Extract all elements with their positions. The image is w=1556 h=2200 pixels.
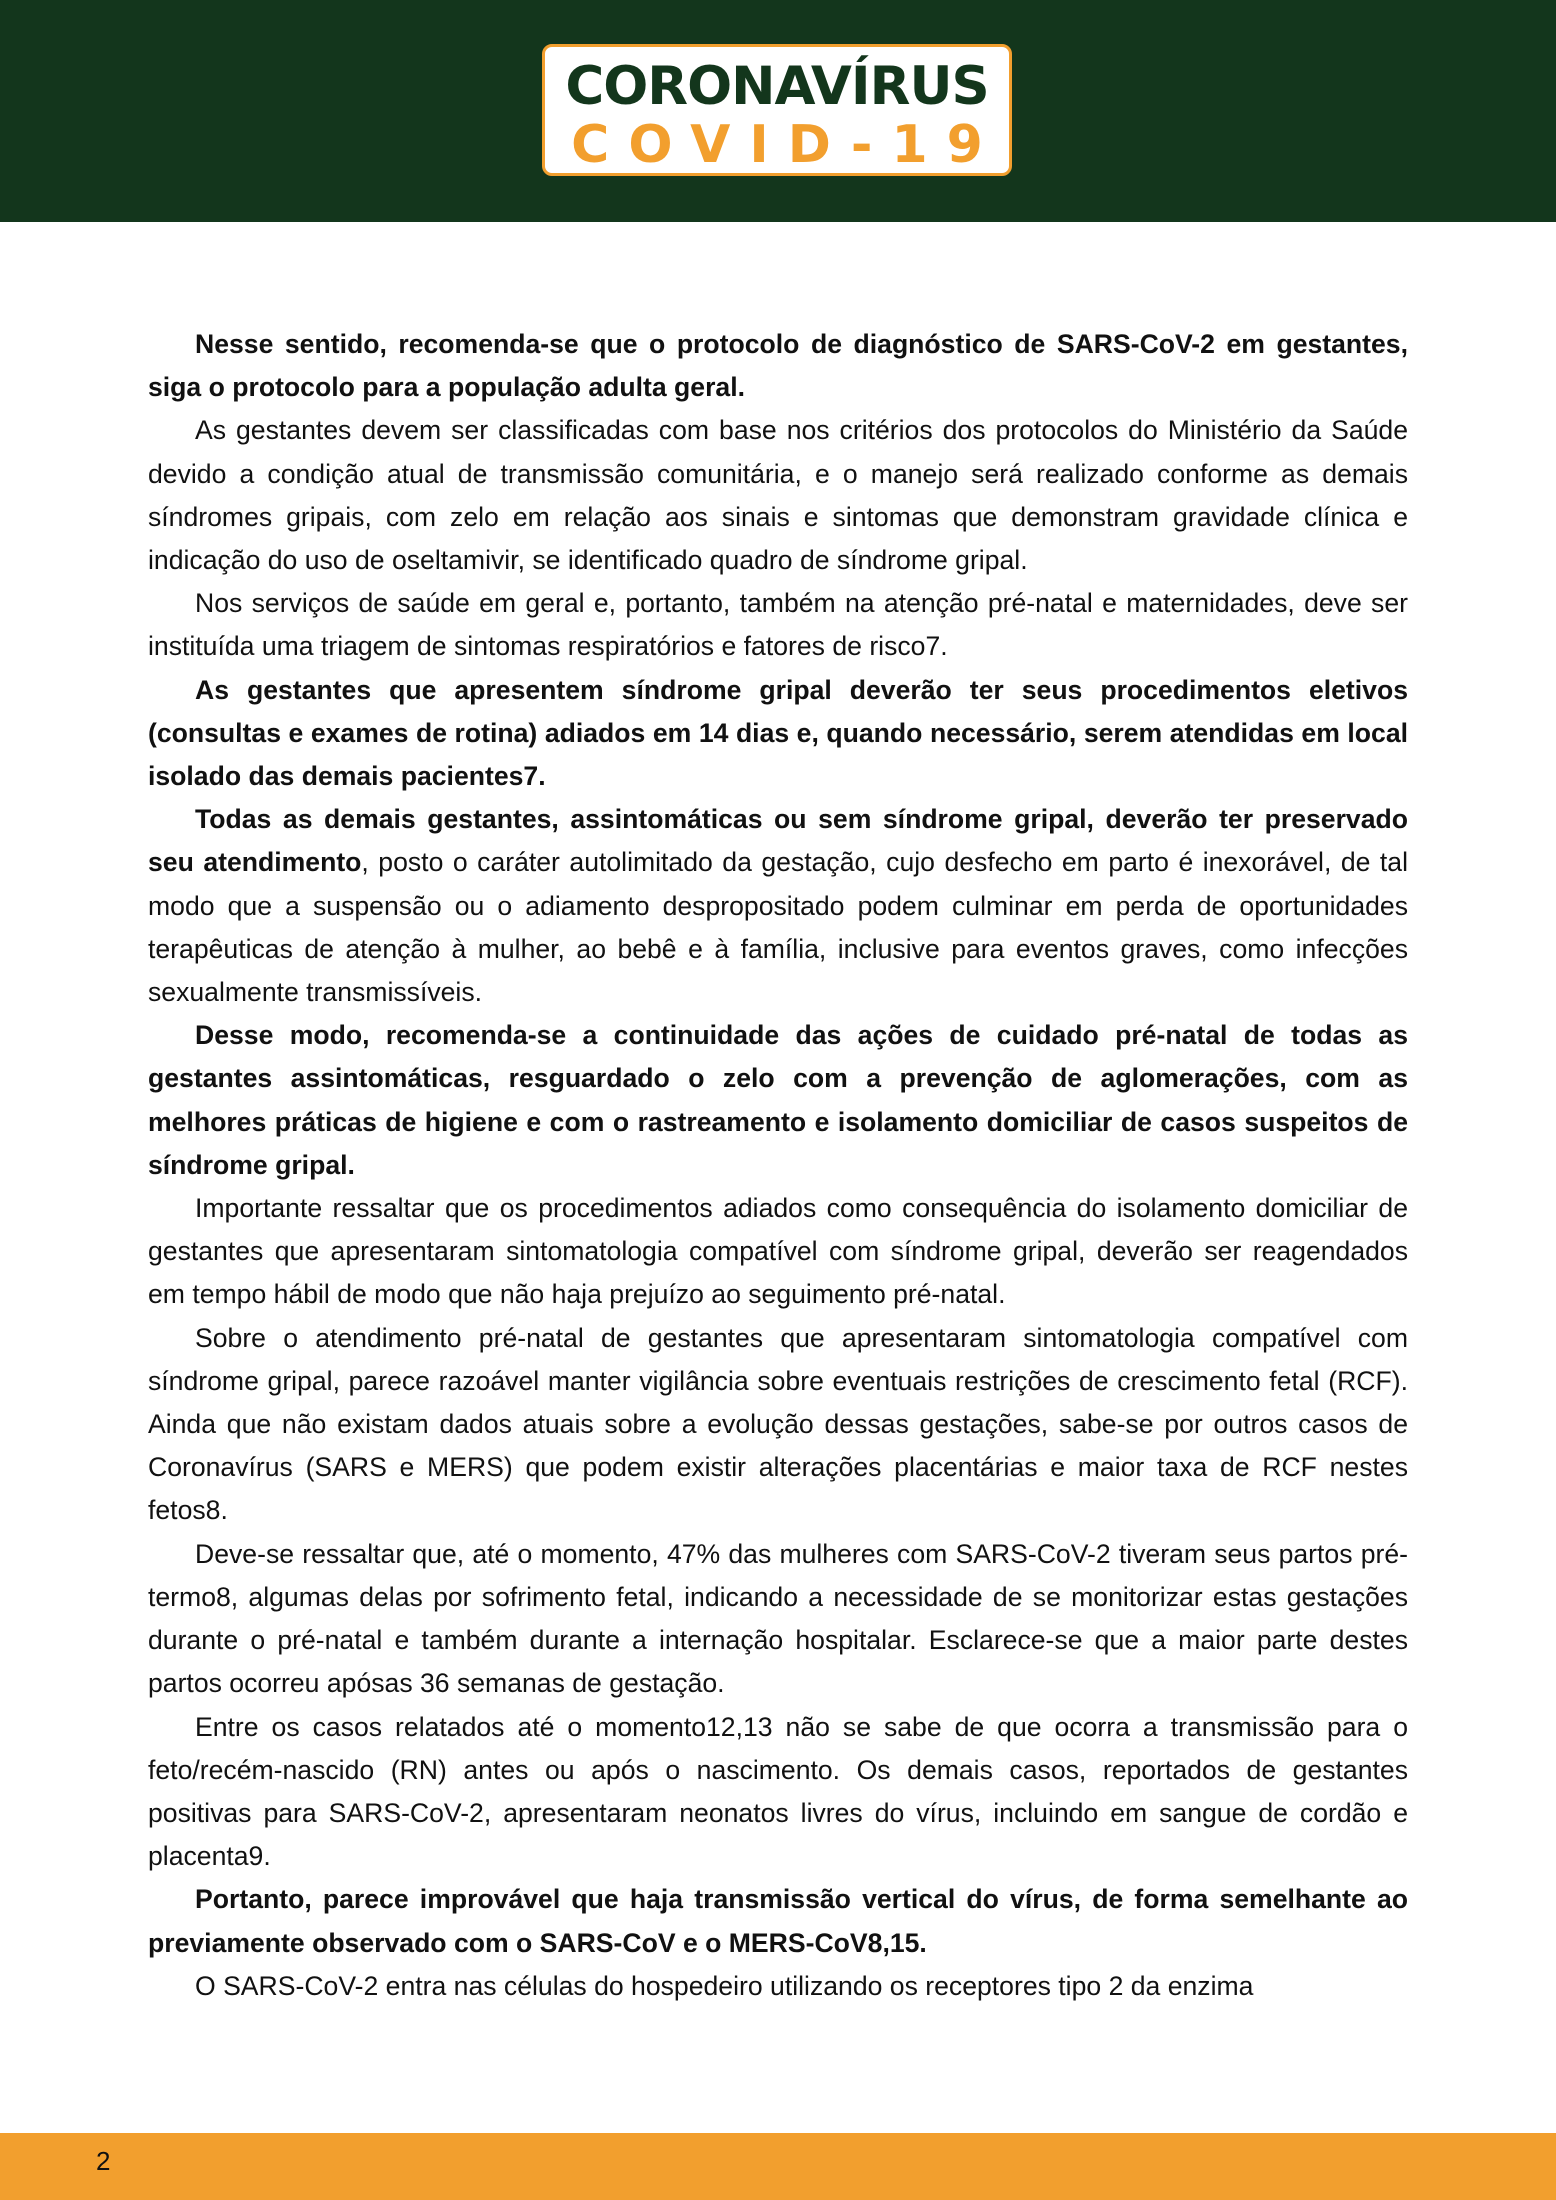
paragraph-5-bold-lead: Todas as demais gestantes, assintomáticas ou sem síndrome gripal, deverão ter preservado seu atendimento [148, 804, 1408, 878]
paragraph-10: Entre os casos relatados até o momento12,13 não se sabe de que ocorra a transmissão para o feto/recém-nascido (RN) antes ou após o nascimento. Os demais casos, reportados de gestantes positivas para SARS-CoV-2, apresentaram neonatos livres do vírus, incluindo em sangue de cordão e placenta9. [148, 1711, 1408, 1872]
document-body [148, 323, 1408, 2008]
logo-subtitle: COVID-19 [571, 115, 1002, 175]
header-band [0, 0, 1556, 222]
paragraph-8: Sobre o atendimento pré-natal de gestantes que apresentaram sintomatologia compatível com síndrome gripal, parece razoável manter vigilância sobre eventuais restrições de crescimento fetal (RCF). Ainda que não existam dados atuais sobre a evolução dessas gestações, sabe-se por outros casos de Coronavírus (SARS e MERS) que podem existir alterações placentárias e maior taxa de RCF nestes fetos8. [148, 1322, 1408, 1526]
paragraph-4: As gestantes que apresentem síndrome gripal deverão ter seus procedimentos eletivos (consultas e exames de rotina) adiados em 14 dias e, quando necessário, serem atendidas em local isolado das demais pacientes7. [148, 674, 1408, 792]
paragraph-1: Nesse sentido, recomenda-se que o protocolo de diagnóstico de SARS-CoV-2 em gestantes, siga o protocolo para a população adulta geral. [148, 329, 1408, 403]
paragraph-2: As gestantes devem ser classificadas com base nos critérios dos protocolos do Ministério da Saúde devido a condição atual de transmissão comunitária, e o manejo será realizado conforme as demais síndromes gripais, com zelo em relação aos sinais e sintomas que demonstram gravidade clínica e indicação do uso de oseltamivir, se identificado quadro de síndrome gripal. [148, 415, 1408, 576]
paragraph-12: O SARS-CoV-2 entra nas células do hospedeiro utilizando os receptores tipo 2 da enzima [195, 1970, 1254, 2001]
footer-band [0, 2133, 1556, 2200]
paragraph-5-body: , posto o caráter autolimitado da gestação, cujo desfecho em parto é inexorável, de tal modo que a suspensão ou o adiamento despropositado podem culminar em perda de oportunidades terapêuticas de atenção à mulher, ao bebê e à família, inclusive para eventos graves, como infecções sexualmente transmissíveis. [148, 847, 1408, 1008]
coronavirus-logo [542, 44, 1012, 176]
paragraph-11: Portanto, parece improvável que haja transmissão vertical do vírus, de forma semelhante ao previamente observado com o SARS-CoV e o MERS-CoV8,15. [148, 1884, 1408, 1958]
paragraph-3: Nos serviços de saúde em geral e, portanto, também na atenção pré-natal e maternidades, deve ser instituída uma triagem de sintomas respiratórios e fatores de risco7. [148, 588, 1408, 662]
paragraph-6: Desse modo, recomenda-se a continuidade das ações de cuidado pré-natal de todas as gestantes assintomáticas, resguardado o zelo com a prevenção de aglomerações, com as melhores práticas de higiene e com o rastreamento e isolamento domiciliar de casos suspeitos de síndrome gripal. [148, 1020, 1408, 1180]
page-number: 2 [96, 2146, 111, 2176]
logo-title: CORONAVÍRUS [565, 56, 989, 117]
paragraph-7: Importante ressaltar que os procedimentos adiados como consequência do isolamento domiciliar de gestantes que apresentaram sintomatologia compatível com síndrome gripal, deverão ser reagendados em tempo hábil de modo que não haja prejuízo ao seguimento pré-natal. [148, 1193, 1408, 1310]
paragraph-5 [148, 798, 1408, 1014]
paragraph-9: Deve-se ressaltar que, até o momento, 47% das mulheres com SARS-CoV-2 tiveram seus partos pré-termo8, algumas delas por sofrimento fetal, indicando a necessidade de se monitorizar estas gestações durante o pré-natal e também durante a internação hospitalar. Esclarece-se que a maior parte destes partos ocorreu apósas 36 semanas de gestação. [148, 1538, 1408, 1699]
